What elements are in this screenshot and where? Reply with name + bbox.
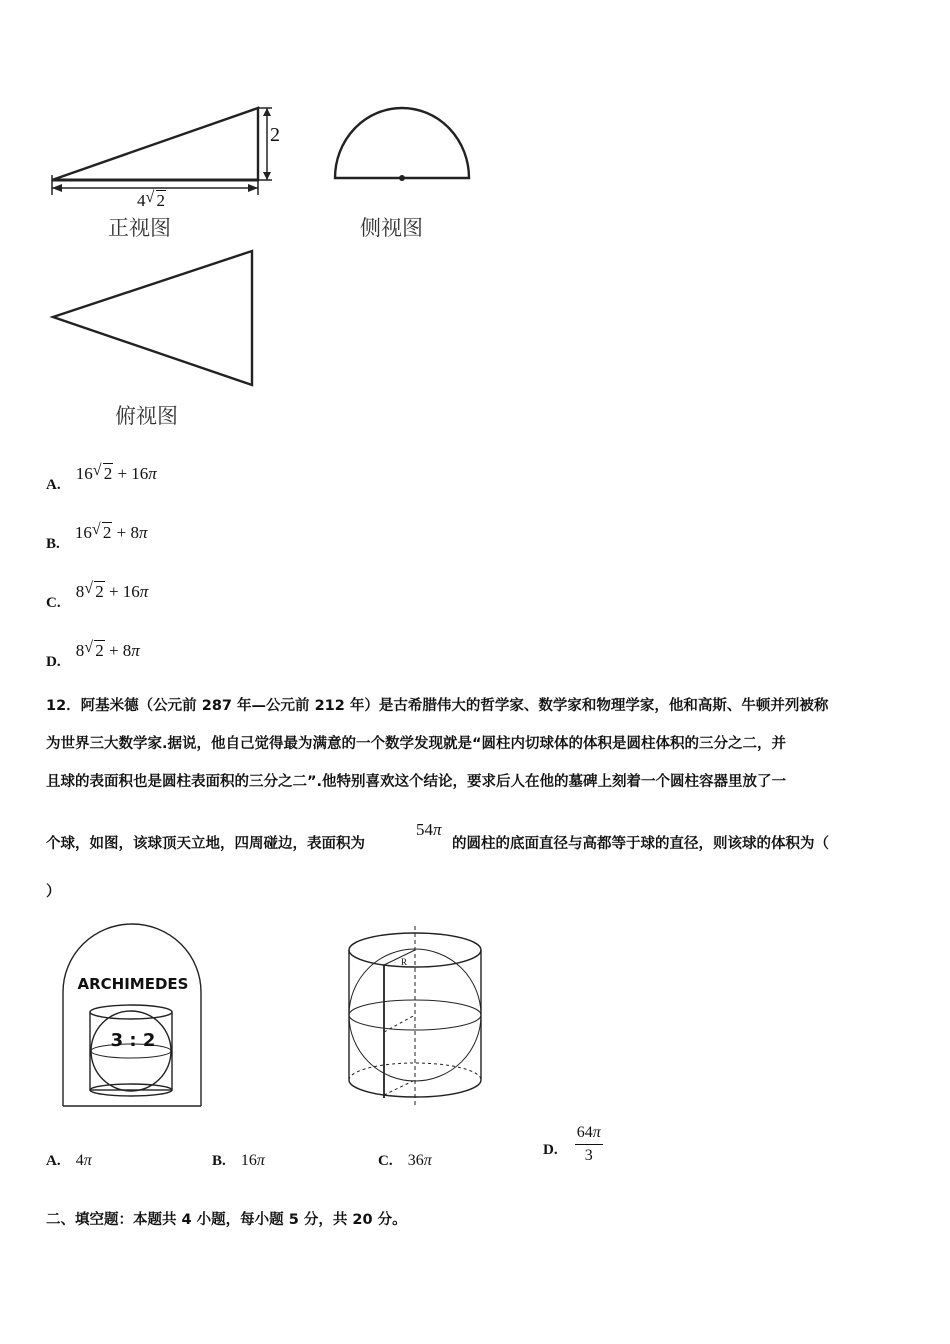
dim-width-label: 4 √ 2 — [137, 189, 165, 210]
q12-text-line-4-start: 个球，如图，该球顶天立地，四周碰边，表面积为 — [46, 836, 365, 852]
q11-option-a[interactable]: A. 16 √ 2 + 16π — [46, 462, 157, 493]
q12-option-c[interactable]: C. 36π — [378, 1152, 432, 1169]
side-view-figure — [330, 100, 480, 185]
top-view-figure — [45, 245, 265, 395]
q12-text-line-1: 12．阿基米德（公元前 287 年—公元前 212 年）是古希腊伟大的哲学家、数学家和物理学家，他和高斯、牛顿并列被称 — [46, 698, 829, 714]
tomb-ratio: 3 : 2 — [110, 1030, 156, 1051]
side-view-label: 侧视图 — [360, 216, 423, 240]
front-view-label: 正视图 — [108, 216, 171, 240]
tomb-title: ARCHIMEDES — [77, 975, 189, 993]
q12-option-d[interactable]: D. $\frac{64\pi}{3}$ — [543, 1124, 601, 1164]
archimedes-tomb-figure — [58, 920, 206, 1110]
q12-option-a[interactable]: A. 4π — [46, 1152, 92, 1169]
q11-option-d[interactable]: D. 8 √ 2 + 8π — [46, 639, 140, 670]
q12-text-line-2: 为世界三大数学家.据说，他自己觉得最为满意的一个数学发现就是“圆柱内切球体的体积是圆柱体积的三分之二，并 — [46, 736, 787, 752]
q12-text-line-4-end: 的圆柱的底面直径与高都等于球的直径，则该球的体积为（ — [452, 836, 829, 852]
front-view-figure — [40, 100, 300, 215]
radius-label: R — [401, 957, 408, 967]
top-view-label: 俯视图 — [115, 404, 178, 428]
q11-option-b[interactable]: B. 16 √ 2 + 8π — [46, 521, 148, 552]
q12-area-value: 54π — [416, 820, 442, 839]
q12-text-line-5: ） — [46, 884, 61, 900]
section-2-heading: 二、填空题：本题共 4 小题，每小题 5 分，共 20 分。 — [46, 1212, 407, 1228]
q11-option-c[interactable]: C. 8 √ 2 + 16π — [46, 580, 149, 611]
q12-text-line-3: 且球的表面积也是圆柱表面积的三分之二”.他特别喜欢这个结论，要求后人在他的墓碑上刻着一个圆柱容器里放了一 — [46, 774, 787, 790]
cylinder-sphere-figure — [340, 920, 490, 1115]
dim-height-label: 2 — [270, 124, 280, 146]
q12-option-b[interactable]: B. 16π — [212, 1152, 265, 1169]
